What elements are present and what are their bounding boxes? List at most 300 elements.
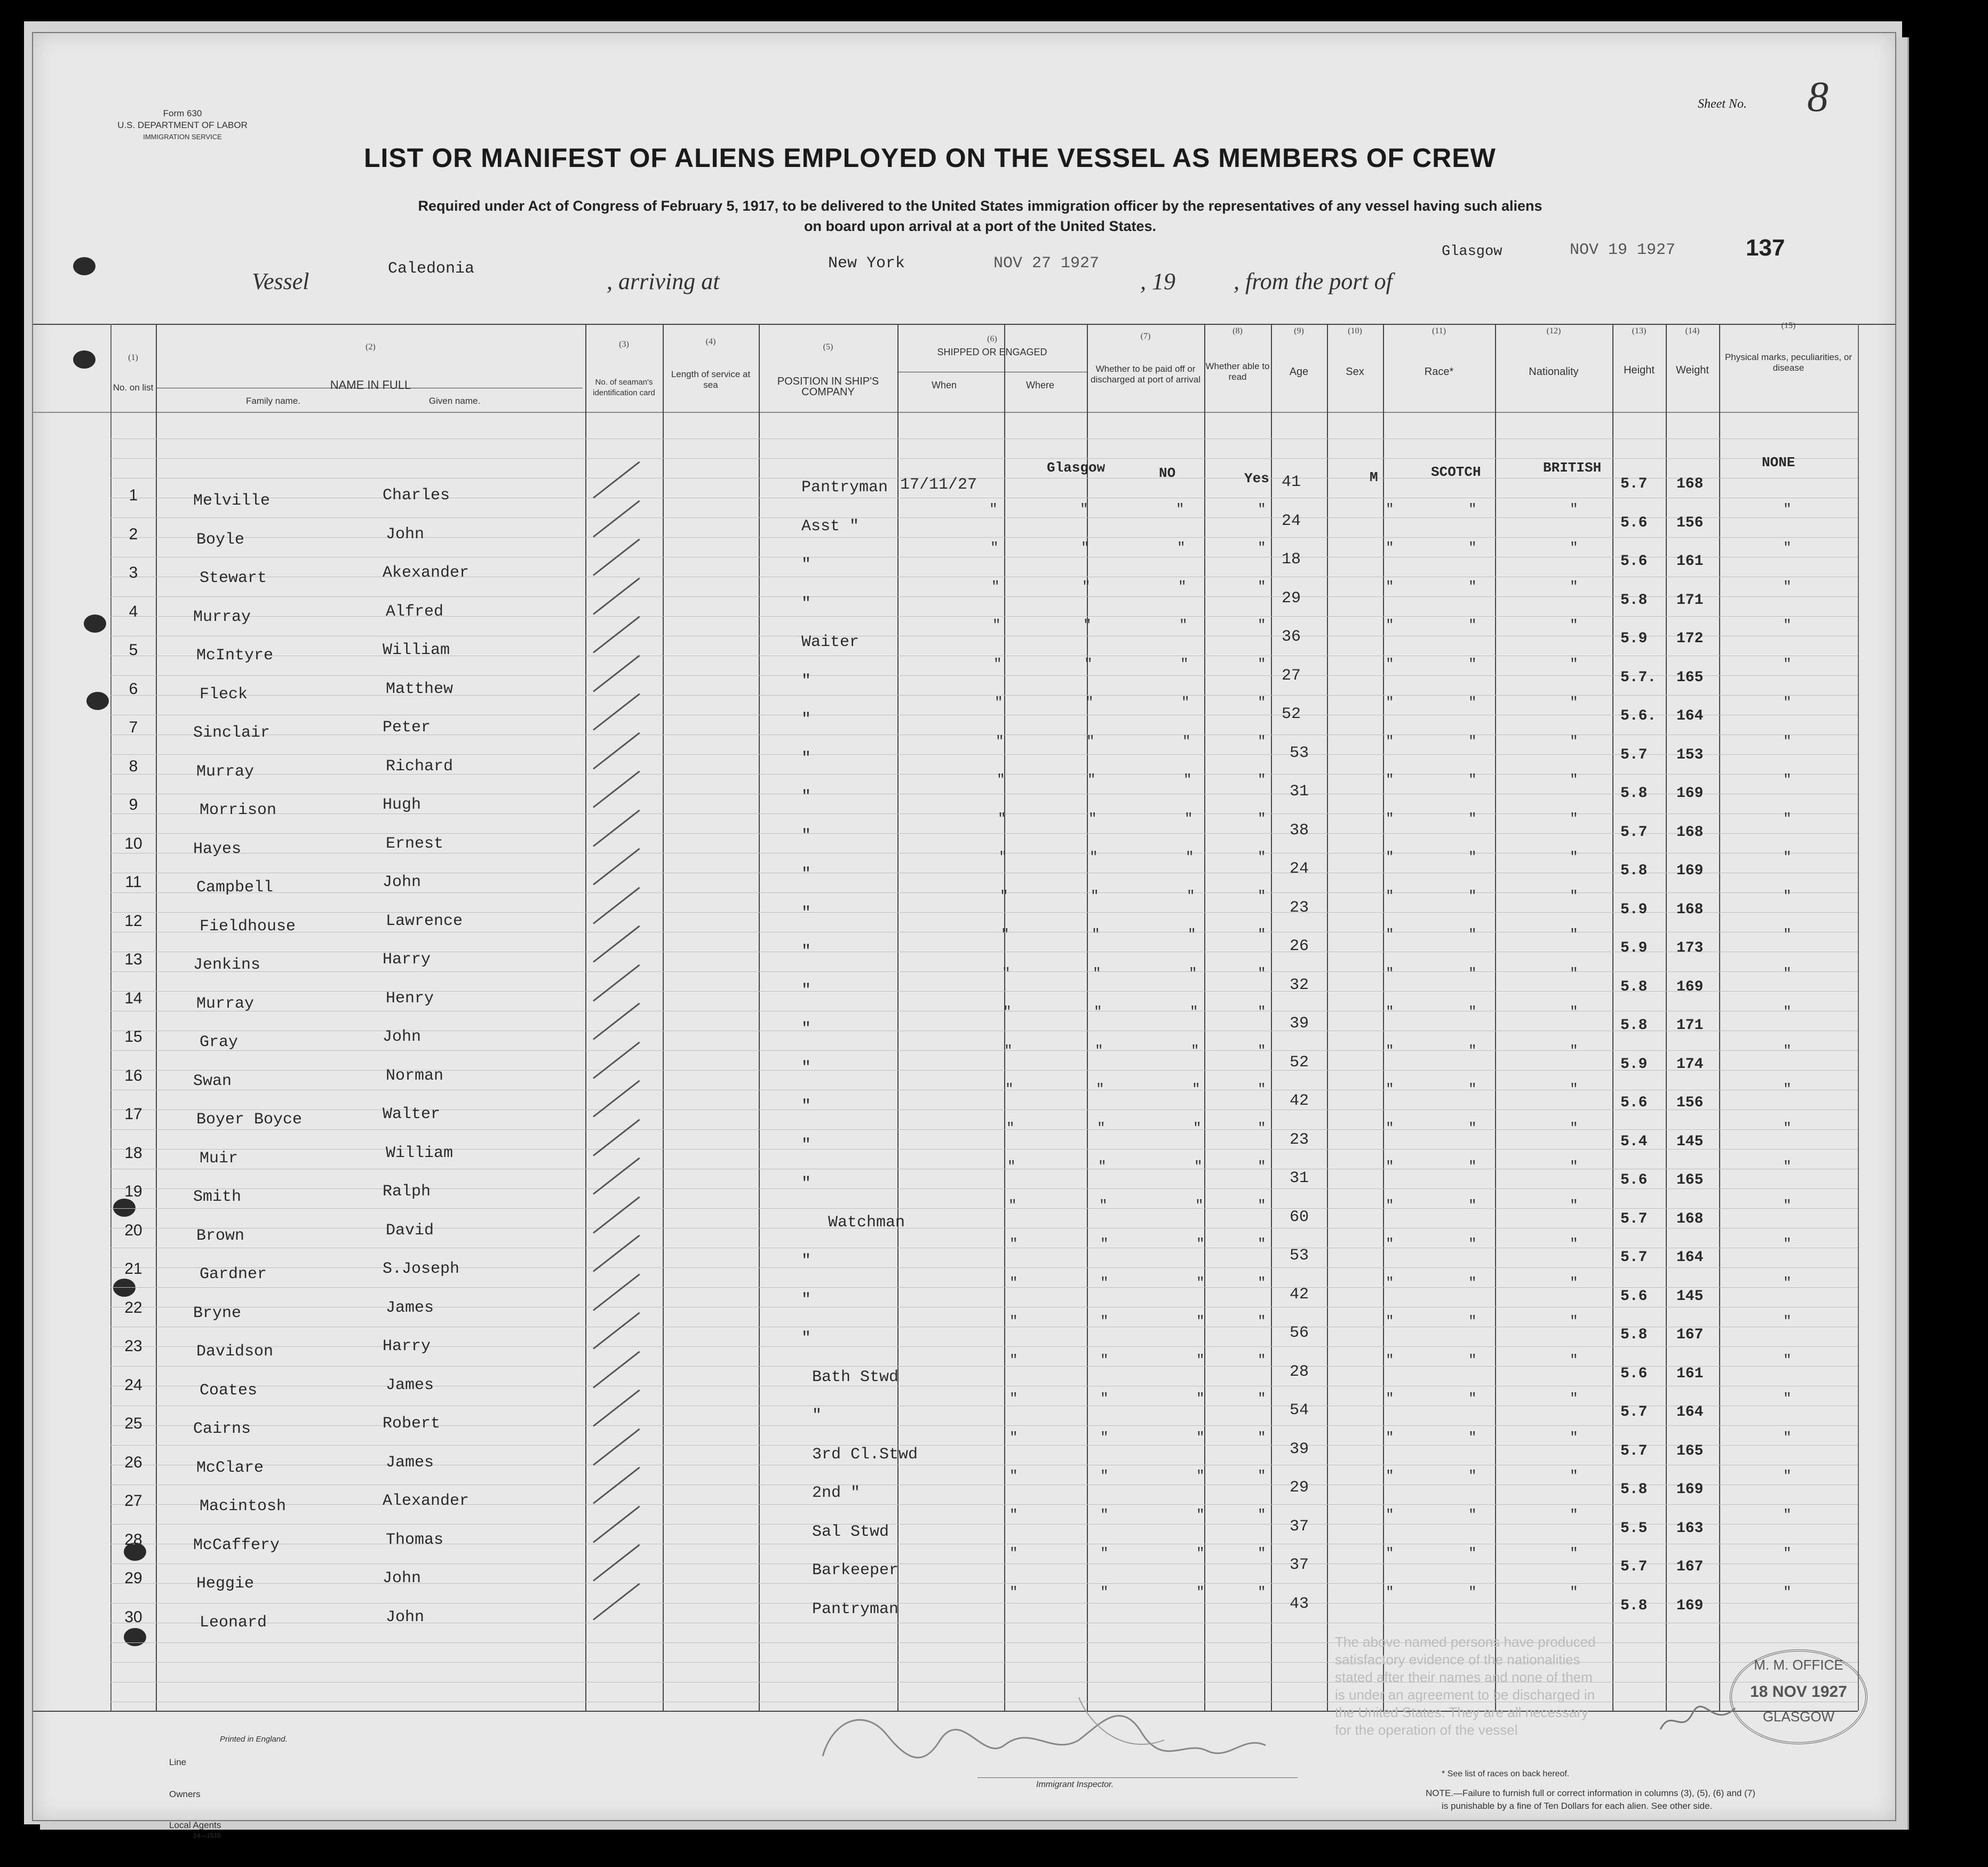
ledger-rule: [110, 1346, 1858, 1347]
ditto-shipped-where: ": [1086, 733, 1095, 749]
subtitle-line-2: on board upon arrival at a port of the United States.: [804, 218, 1157, 234]
ditto-nationality: ": [1570, 849, 1578, 865]
ditto-sex: ": [1386, 965, 1394, 982]
ditto-able-to-read: ": [1258, 1584, 1266, 1600]
ditto-physical-marks: ": [1783, 1468, 1792, 1484]
ditto-nationality: ": [1570, 617, 1578, 633]
ditto-sex: ": [1386, 1506, 1394, 1523]
weight: 156: [1676, 1095, 1704, 1111]
inspector-signature: [801, 1676, 1292, 1783]
ditto-sex: ": [1386, 1313, 1394, 1329]
family-name: Fieldhouse: [200, 917, 296, 936]
check-mark: [593, 1583, 640, 1620]
check-mark: [593, 693, 640, 731]
ledger-rule: [110, 438, 1858, 439]
column-number-c13: (13): [1632, 326, 1647, 336]
row-number: 28: [124, 1530, 142, 1549]
ledger-rule: [110, 1445, 1858, 1446]
race: SCOTCH: [1431, 464, 1481, 480]
ditto-paid-off: ": [1196, 1584, 1205, 1600]
height: 5.7: [1620, 746, 1648, 763]
age: 32: [1290, 976, 1309, 994]
age: 36: [1282, 628, 1301, 646]
ditto-shipped-where: ": [1093, 965, 1101, 982]
family-name: Murray: [193, 608, 251, 626]
ditto-shipped-when: ": [1009, 1391, 1018, 1407]
stamp-date: 18 NOV 1927: [1750, 1683, 1847, 1701]
ditto-shipped-where: ": [1100, 1313, 1109, 1329]
given-name: John: [386, 1608, 425, 1626]
ditto-shipped-where: ": [1100, 1236, 1109, 1252]
column-divider: [1383, 324, 1384, 1711]
ditto-physical-marks: ": [1783, 1197, 1792, 1214]
ditto-race: ": [1468, 733, 1477, 749]
ditto-paid-off: ": [1194, 1159, 1203, 1175]
weight: 174: [1676, 1056, 1704, 1073]
column-divider: [897, 324, 898, 1711]
ledger-rule: [110, 1524, 1858, 1525]
family-name: Boyer Boyce: [196, 1111, 303, 1129]
age: 23: [1290, 1130, 1309, 1149]
family-name: McIntyre: [196, 647, 274, 665]
ditto-shipped-when: ": [1009, 1545, 1018, 1561]
ditto-shipped-where: ": [1080, 501, 1088, 517]
ledger-rule: [110, 1662, 1858, 1663]
given-name: John: [386, 525, 425, 544]
ditto-shipped-where: ": [1085, 695, 1094, 711]
ditto-race: ": [1468, 1429, 1477, 1446]
column-header-c4: Length of service at sea: [671, 369, 751, 390]
from-port: Glasgow: [1442, 244, 1502, 260]
ditto-able-to-read: ": [1258, 1313, 1266, 1329]
ditto-race: ": [1468, 1004, 1477, 1020]
position: Asst ": [801, 517, 860, 536]
ditto-shipped-when: ": [1006, 1120, 1015, 1136]
check-mark: [593, 1158, 640, 1195]
age: 24: [1282, 512, 1301, 530]
ditto-sex: ": [1386, 1236, 1394, 1252]
ditto-able-to-read: ": [1258, 1391, 1266, 1407]
position: ": [801, 594, 812, 613]
given-name: James: [386, 1376, 434, 1394]
ditto-sex: ": [1386, 733, 1394, 749]
ditto-shipped-when: ": [997, 772, 1005, 788]
ledger-rule: [110, 1287, 1858, 1288]
row-number: 6: [129, 680, 138, 698]
row-number: 15: [124, 1028, 142, 1046]
position: ": [801, 1175, 812, 1193]
height: 5.9: [1620, 631, 1648, 647]
printed-note: Printed in England.: [220, 1735, 288, 1744]
column-divider: [759, 324, 760, 1711]
column-number-c4: (4): [705, 337, 716, 346]
ditto-nationality: ": [1570, 1274, 1578, 1291]
ditto-paid-off: ": [1179, 617, 1188, 633]
ditto-shipped-when: ": [1002, 965, 1011, 982]
ditto-paid-off: ": [1192, 1081, 1200, 1097]
ledger-rule: [110, 517, 1858, 518]
age: 29: [1290, 1479, 1309, 1497]
ditto-shipped-where: ": [1100, 1468, 1109, 1484]
age: 37: [1290, 1517, 1309, 1536]
column-divider: [585, 324, 586, 1711]
height: 5.8: [1620, 1017, 1648, 1034]
check-mark: [593, 616, 640, 653]
ditto-sex: ": [1386, 1159, 1394, 1175]
row-number: 11: [125, 873, 142, 891]
row-number: 14: [124, 989, 142, 1007]
ditto-nationality: ": [1570, 1429, 1578, 1446]
ditto-nationality: ": [1570, 695, 1578, 711]
check-mark: [593, 461, 640, 499]
ditto-paid-off: ": [1196, 1391, 1205, 1407]
ditto-nationality: ": [1570, 1313, 1578, 1329]
ditto-sex: ": [1386, 1468, 1394, 1484]
column-header-c1: No. on list: [113, 382, 154, 393]
ditto-shipped-when: ": [1004, 1042, 1013, 1059]
ditto-race: ": [1468, 810, 1477, 827]
given-name: Harry: [383, 1337, 431, 1355]
age: 39: [1290, 1440, 1309, 1458]
check-mark: [593, 732, 640, 769]
ditto-race: ": [1468, 695, 1477, 711]
ditto-sex: ": [1386, 540, 1394, 556]
weight: 167: [1676, 1559, 1704, 1575]
ditto-paid-off: ": [1190, 1004, 1198, 1020]
column-number-c2: (2): [365, 342, 376, 352]
check-mark: [593, 925, 640, 963]
shipped-when-subheader: When: [931, 380, 957, 390]
ditto-able-to-read: ": [1258, 1081, 1266, 1097]
ditto-sex: ": [1386, 617, 1394, 633]
age: 37: [1290, 1556, 1309, 1574]
age: 43: [1290, 1594, 1309, 1613]
row-number: 4: [129, 602, 138, 620]
age: 53: [1290, 744, 1309, 762]
height: 5.5: [1620, 1520, 1648, 1537]
ditto-nationality: ": [1570, 1081, 1578, 1097]
age: 54: [1290, 1401, 1309, 1419]
column-header-c14: Weight: [1676, 364, 1709, 376]
ditto-able-to-read: ": [1258, 1506, 1266, 1523]
ditto-able-to-read: ": [1258, 501, 1266, 517]
age: 41: [1282, 473, 1301, 491]
form-number: Form 630: [163, 108, 202, 118]
ditto-nationality: ": [1570, 656, 1578, 672]
weight: 172: [1676, 631, 1704, 647]
position: Watchman: [828, 1213, 905, 1232]
ditto-shipped-when: ": [1009, 1584, 1018, 1600]
ditto-able-to-read: ": [1258, 617, 1266, 633]
ditto-nationality: ": [1570, 540, 1578, 556]
family-name: Sinclair: [193, 724, 271, 742]
ledger-rule: [110, 1070, 1858, 1071]
ditto-shipped-where: ": [1100, 1352, 1109, 1368]
ditto-able-to-read: ": [1258, 1429, 1266, 1446]
ditto-physical-marks: ": [1783, 1236, 1792, 1252]
ditto-sex: ": [1386, 1197, 1394, 1214]
ditto-shipped-where: ": [1095, 1042, 1103, 1059]
weight: 145: [1676, 1288, 1704, 1305]
ditto-race: ": [1468, 1042, 1477, 1059]
position: ": [801, 788, 812, 806]
manifest-sheet: [32, 32, 1896, 1839]
weight: 165: [1676, 669, 1704, 686]
ditto-race: ": [1468, 1468, 1477, 1484]
given-name: Henry: [386, 989, 434, 1008]
ditto-nationality: ": [1570, 927, 1578, 943]
given-name: Walter: [383, 1105, 441, 1123]
age: 31: [1290, 1169, 1309, 1187]
family-name: Heggie: [196, 1575, 255, 1593]
ledger-rule: [110, 1188, 1858, 1189]
row-number: 18: [124, 1144, 142, 1162]
ledger-rule: [110, 1267, 1858, 1268]
arrival-port: New York: [828, 254, 905, 273]
height: 5.6: [1620, 1288, 1648, 1305]
ditto-able-to-read: ": [1258, 1545, 1266, 1561]
ledger-rule: [110, 1563, 1858, 1564]
given-name: Harry: [383, 951, 431, 969]
row-number: 9: [129, 796, 138, 813]
ditto-paid-off: ": [1191, 1042, 1199, 1059]
service-name: IMMIGRATION SERVICE: [143, 133, 222, 141]
height: 5.9: [1620, 940, 1648, 956]
column-header-c10: Sex: [1346, 366, 1364, 378]
ledger-rule: [110, 537, 1858, 538]
family-name: Bryne: [193, 1304, 242, 1322]
height: 5.6: [1620, 1172, 1648, 1188]
ditto-paid-off: ": [1181, 695, 1190, 711]
ledger-rule: [110, 1129, 1858, 1130]
ditto-sex: ": [1386, 578, 1394, 595]
ditto-physical-marks: ": [1783, 1584, 1792, 1600]
ditto-shipped-where: ": [1082, 578, 1091, 595]
height: 5.7.: [1620, 669, 1657, 686]
family-name: McClare: [196, 1458, 264, 1477]
ditto-able-to-read: ": [1258, 1159, 1266, 1175]
ditto-race: ": [1468, 1352, 1477, 1368]
agents-code: 14—1510: [193, 1832, 221, 1839]
ditto-shipped-where: ": [1083, 617, 1092, 633]
check-mark: [593, 1312, 640, 1350]
ledger-rule: [110, 1366, 1858, 1367]
ditto-race: ": [1468, 849, 1477, 865]
column-number-c6: (6): [987, 334, 997, 344]
given-name: John: [383, 1028, 422, 1046]
ditto-sex: ": [1386, 1042, 1394, 1059]
ditto-shipped-where: ": [1100, 1506, 1109, 1523]
ditto-paid-off: ": [1196, 1545, 1205, 1561]
column-divider: [1666, 324, 1667, 1711]
row-number: 22: [124, 1298, 142, 1317]
header-bottom-border: [33, 412, 1858, 413]
row-number: 30: [124, 1608, 142, 1626]
height: 5.4: [1620, 1133, 1648, 1150]
ditto-race: ": [1468, 1081, 1477, 1097]
position: ": [801, 904, 812, 922]
ditto-shipped-when: ": [999, 849, 1007, 865]
ditto-physical-marks: ": [1783, 1545, 1792, 1561]
ditto-shipped-when: ": [1009, 1352, 1018, 1368]
punch-hole: [84, 615, 106, 633]
year-label: , 19: [1140, 268, 1175, 294]
ditto-race: ": [1468, 927, 1477, 943]
ditto-race: ": [1468, 1584, 1477, 1600]
shipped-where-subheader: Where: [1025, 380, 1054, 390]
weight: 168: [1676, 824, 1704, 841]
stamp-office: M. M. OFFICE: [1754, 1657, 1843, 1673]
stamp-place: GLASGOW: [1762, 1709, 1835, 1725]
ditto-able-to-read: ": [1258, 772, 1266, 788]
column-divider: [1271, 324, 1272, 1711]
ditto-sex: ": [1386, 772, 1394, 788]
column-header-c11: Race*: [1424, 366, 1454, 378]
ditto-physical-marks: ": [1783, 578, 1792, 595]
ditto-shipped-when: ": [1007, 1159, 1016, 1175]
ditto-able-to-read: ": [1258, 1197, 1266, 1214]
ditto-shipped-when: ": [1000, 888, 1008, 904]
shipped-when: 17/11/27: [900, 476, 977, 494]
column-divider: [156, 324, 157, 1711]
row-number: 5: [129, 641, 138, 659]
row-number: 10: [124, 834, 142, 852]
family-name: Coates: [200, 1381, 258, 1400]
given-name: Alfred: [386, 602, 444, 621]
position: ": [801, 981, 812, 1000]
position: ": [801, 749, 812, 768]
row-number: 23: [124, 1337, 142, 1355]
arrival-date: NOV 27 1927: [993, 254, 1100, 273]
ditto-race: ": [1468, 540, 1477, 556]
ditto-physical-marks: ": [1783, 1506, 1792, 1523]
ditto-sex: ": [1386, 1545, 1394, 1561]
ditto-nationality: ": [1570, 1236, 1578, 1252]
inspector-signature-line: [977, 1777, 1298, 1778]
ditto-physical-marks: ": [1783, 888, 1792, 904]
age: 26: [1290, 937, 1309, 955]
ledger-rule: [110, 1208, 1858, 1209]
ledger-rule: [110, 616, 1858, 617]
ditto-shipped-when: ": [1009, 1313, 1018, 1329]
column-header-c2: NAME IN FULL: [330, 378, 411, 392]
ditto-shipped-where: ": [1099, 1197, 1108, 1214]
column-header-c12: Nationality: [1529, 366, 1579, 378]
family-name: Campbell: [196, 879, 274, 897]
ledger-rule: [110, 754, 1858, 755]
column-header-c5: POSITION IN SHIP'S COMPANY: [777, 376, 879, 398]
family-name: Morrison: [200, 801, 277, 819]
position: Sal Stwd: [812, 1522, 889, 1541]
weight: 161: [1676, 553, 1704, 570]
family-name: Muir: [200, 1149, 238, 1168]
row-number: 13: [124, 951, 142, 968]
position: Barkeeper: [812, 1561, 899, 1579]
ditto-race: ": [1468, 1159, 1477, 1175]
ditto-able-to-read: ": [1258, 540, 1266, 556]
ditto-race: ": [1468, 1506, 1477, 1523]
column-divider: [1612, 324, 1613, 1711]
given-name: Thomas: [386, 1530, 444, 1549]
ditto-shipped-where: ": [1100, 1545, 1109, 1561]
declaration-line: the United States. They are all necessary: [1335, 1704, 1588, 1720]
ditto-sex: ": [1386, 810, 1394, 827]
ditto-shipped-when: ": [993, 656, 1002, 672]
column-number-c15: (15): [1781, 321, 1796, 330]
given-name: Richard: [386, 757, 454, 776]
given-name: Lawrence: [386, 912, 463, 930]
age: 52: [1290, 1053, 1309, 1072]
height: 5.6: [1620, 1095, 1648, 1111]
ditto-able-to-read: ": [1258, 888, 1266, 904]
ditto-able-to-read: ": [1258, 1004, 1266, 1020]
given-name-subheader: Given name.: [428, 396, 481, 406]
ditto-paid-off: ": [1189, 965, 1197, 982]
row-number: 8: [129, 757, 138, 775]
nationality: BRITISH: [1543, 460, 1602, 476]
department-name: U.S. DEPARTMENT OF LABOR: [117, 120, 248, 130]
sheet-number: 8: [1807, 74, 1828, 121]
declaration-line: is under an agreement to be discharged in: [1335, 1687, 1595, 1703]
row-number: 3: [129, 564, 138, 581]
punch-hole: [124, 1628, 146, 1646]
family-name-subheader: Family name.: [245, 396, 301, 406]
ditto-race: ": [1468, 965, 1477, 982]
given-name: Alexander: [383, 1492, 470, 1510]
weight: 156: [1676, 514, 1704, 531]
ledger-rule: [110, 1425, 1858, 1426]
weight: 169: [1676, 1481, 1704, 1498]
ditto-race: ": [1468, 772, 1477, 788]
row-number: 21: [124, 1260, 142, 1278]
family-name: Murray: [196, 762, 255, 781]
check-mark: [593, 1119, 640, 1156]
position: ": [801, 672, 812, 690]
age: 38: [1290, 821, 1309, 840]
mm-office-stamp: [1730, 1649, 1867, 1744]
column-divider: [1858, 324, 1859, 1711]
position: ": [801, 1329, 812, 1347]
punch-hole: [113, 1279, 136, 1297]
row-number: 2: [129, 525, 138, 543]
position: Pantryman: [801, 478, 888, 497]
check-mark: [593, 964, 640, 1001]
owners-label: Owners: [169, 1789, 201, 1799]
age: 42: [1290, 1285, 1309, 1304]
ditto-sex: ": [1386, 1429, 1394, 1446]
age: 28: [1290, 1362, 1309, 1381]
age: 42: [1290, 1092, 1309, 1110]
ditto-nationality: ": [1570, 810, 1578, 827]
ledger-rule: [110, 813, 1858, 814]
punch-hole: [113, 1199, 136, 1217]
check-mark: [593, 848, 640, 885]
column-number-c11: (11): [1432, 326, 1446, 336]
vessel-label: Vessel: [252, 268, 309, 294]
column-number-c8: (8): [1232, 326, 1243, 336]
ditto-able-to-read: ": [1258, 733, 1266, 749]
ledger-rule: [110, 596, 1858, 597]
height: 5.6.: [1620, 708, 1657, 724]
weight: 167: [1676, 1327, 1704, 1343]
column-number-c14: (14): [1685, 326, 1700, 336]
ditto-nationality: ": [1570, 578, 1578, 595]
ditto-nationality: ": [1570, 501, 1578, 517]
check-mark: [593, 1003, 640, 1040]
ditto-able-to-read: ": [1258, 1120, 1266, 1136]
ditto-shipped-where: ": [1097, 1120, 1106, 1136]
given-name: S.Joseph: [383, 1260, 460, 1278]
